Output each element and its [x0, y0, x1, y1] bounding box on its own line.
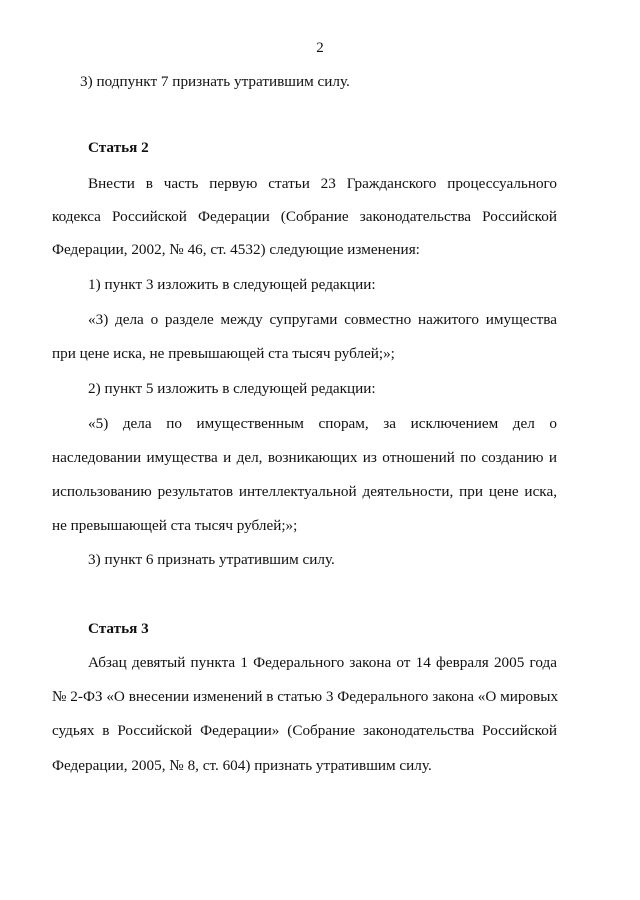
page-number: 2	[316, 40, 324, 56]
article-3-text-line-1: Абзац девятый пункта 1 Федерального закона от 14 февраля 2005 года	[88, 654, 557, 671]
article-2-intro-line-1: Внести в часть первую статьи 23 Гражданского процессуального	[88, 175, 557, 192]
article-3-text-line-3: судьях в Российской Федерации» (Собрание законодательства Российской	[52, 722, 557, 739]
article-2-item-2-text-line-4: не превышающей ста тысяч рублей;»;	[52, 517, 298, 534]
subitem-3-repeal: 3) подпункт 7 признать утратившим силу.	[80, 73, 350, 90]
article-2-intro-line-2: кодекса Российской Федерации (Собрание законодательства Российской	[52, 208, 557, 225]
article-2-intro-line-3: Федерации, 2002, № 46, ст. 4532) следующие изменения:	[52, 241, 420, 258]
article-2-item-2-text-line-3: использованию результатов интеллектуальной деятельности, при цене иска,	[52, 483, 557, 500]
article-3-text-line-2: № 2-ФЗ «О внесении изменений в статью 3 Федерального закона «О мировых	[52, 688, 559, 705]
article-2-item-1-text-line-2: при цене иска, не превышающей ста тысяч рублей;»;	[52, 345, 395, 362]
article-2-item-2-text-line-1: «5) дела по имущественным спорам, за исключением дел о	[88, 415, 557, 432]
article-2-item-2: 2) пункт 5 изложить в следующей редакции:	[88, 380, 376, 397]
article-2-heading: Статья 2	[88, 139, 149, 156]
article-3-heading: Статья 3	[88, 620, 149, 637]
article-3-text-line-4: Федерации, 2005, № 8, ст. 604) признать утратившим силу.	[52, 757, 432, 774]
article-2-item-1-text-line-1: «3) дела о разделе между супругами совместно нажитого имущества	[88, 311, 557, 328]
article-2-item-1: 1) пункт 3 изложить в следующей редакции:	[88, 276, 376, 293]
article-2-item-2-text-line-2: наследовании имущества и дел, возникающих из отношений по созданию и	[52, 449, 557, 466]
article-2-item-3: 3) пункт 6 признать утратившим силу.	[88, 551, 335, 568]
